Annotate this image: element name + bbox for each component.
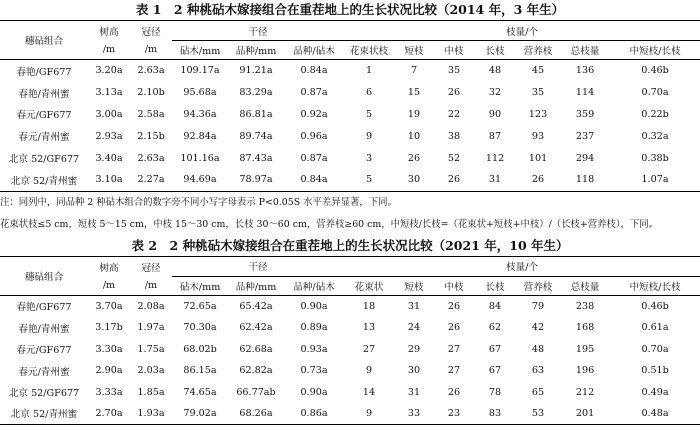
table-row <box>0 381 700 402</box>
cell-short: 30 <box>407 174 421 186</box>
cell-long: 78 <box>488 386 502 398</box>
cell-crown: 2.08a <box>137 300 165 312</box>
cell-total: 168 <box>575 322 595 334</box>
cell-trunk-stock: 68.02b <box>183 343 217 355</box>
cell-bouquet: 9 <box>365 407 373 419</box>
cell-height: 3.30a <box>95 343 123 355</box>
cell-ratio: 0.48a <box>641 407 669 419</box>
cell-bouquet: 27 <box>362 343 376 355</box>
cell-total: 114 <box>575 87 595 99</box>
col-header-bouquet: 花束状枝 <box>349 46 389 57</box>
cell-combo: 北京 52/青州蜜 <box>10 409 78 421</box>
col-header-ratio: 中短枝/长枝 <box>629 46 681 57</box>
cell-trunk-scion: 62.68a <box>239 343 273 355</box>
cell-vigor: 48 <box>531 343 545 355</box>
cell-total: 212 <box>575 386 595 398</box>
cell-combo: 北京 52/青州蜜 <box>10 175 78 187</box>
cell-crown: 2.03a <box>137 365 165 377</box>
cell-trunk-stock: 94.36a <box>183 108 217 120</box>
table-row <box>0 82 700 104</box>
cell-ratio: 1.07a <box>641 174 669 186</box>
table-row <box>0 169 700 191</box>
cell-short: 7 <box>410 65 418 77</box>
col-header-ratio: 中短枝/长枝 <box>629 281 681 293</box>
cell-trunk-scion: 91.21a <box>239 65 273 77</box>
col-header-branch: 枝量/个 <box>344 21 700 41</box>
col-header-long: 长枝 <box>485 281 505 293</box>
col-header-total: 总枝量 <box>570 281 600 293</box>
cell-crown: 1.85a <box>137 386 165 398</box>
cell-trunk-ratio: 0.84a <box>300 174 328 186</box>
col-header-trunk: 干径 <box>172 256 344 276</box>
col-header-total: 总枝量 <box>570 46 600 57</box>
cell-trunk-scion: 87.43a <box>239 152 273 164</box>
cell-combo: 春元/GF677 <box>16 345 72 357</box>
col-header-combo: 穗砧组合 <box>0 256 88 295</box>
cell-trunk-scion: 68.26a <box>239 407 273 419</box>
cell-crown: 2.63a <box>137 65 165 77</box>
cell-trunk-stock: 79.02a <box>183 407 217 419</box>
cell-short: 33 <box>407 407 421 419</box>
cell-combo: 春元/青州蜜 <box>18 366 70 378</box>
cell-ratio: 0.51b <box>641 365 669 377</box>
cell-trunk-ratio: 0.90a <box>300 386 328 398</box>
cell-short: 19 <box>407 108 421 120</box>
col-header-combo: 穗砧组合 <box>0 21 88 60</box>
cell-vigor: 53 <box>531 407 545 419</box>
cell-trunk-stock: 95.68a <box>183 87 217 99</box>
cell-short: 31 <box>407 386 421 398</box>
cell-total: 294 <box>575 152 595 164</box>
col-header-trunk-ratio: 品种/砧木 <box>293 281 335 293</box>
cell-medium: 52 <box>447 152 461 164</box>
cell-trunk-scion: 66.77ab <box>236 386 276 398</box>
cell-ratio: 0.61a <box>641 322 669 334</box>
cell-total: 196 <box>575 365 595 377</box>
col-header-height-unit: /m <box>102 280 116 292</box>
cell-combo: 春艳/青州蜜 <box>18 88 70 100</box>
cell-bouquet: 9 <box>365 365 373 377</box>
cell-height: 2.90a <box>95 365 123 377</box>
table-row <box>0 60 700 82</box>
cell-short: 10 <box>407 130 421 142</box>
col-header-trunk-ratio: 品种/砧木 <box>293 46 335 57</box>
cell-combo: 春艳/GF677 <box>16 66 72 78</box>
cell-long: 112 <box>485 152 505 164</box>
table-row <box>0 339 700 360</box>
cell-height: 3.13a <box>95 87 123 99</box>
cell-bouquet: 9 <box>365 130 373 142</box>
col-header-short: 短枝 <box>404 46 424 57</box>
cell-trunk-stock: 101.16a <box>180 152 220 164</box>
col-header-height-unit: /m <box>102 44 116 56</box>
cell-trunk-ratio: 0.90a <box>300 300 328 312</box>
table-row <box>0 360 700 381</box>
cell-vigor: 42 <box>531 322 545 334</box>
cell-ratio: 0.70a <box>641 343 669 355</box>
cell-short: 15 <box>407 87 421 99</box>
table-row <box>0 295 700 317</box>
cell-total: 237 <box>575 130 595 142</box>
table-row <box>0 403 700 425</box>
cell-total: 359 <box>575 108 595 120</box>
cell-ratio: 0.49a <box>641 386 669 398</box>
table1-caption: 表 1 2 种桃砧木嫁接组合在重茬地上的生长状况比较（2014 年，3 年生） <box>135 2 565 17</box>
cell-total: 136 <box>575 65 595 77</box>
cell-crown: 1.75a <box>137 343 165 355</box>
cell-long: 32 <box>488 87 502 99</box>
cell-trunk-stock: 86.15a <box>183 365 217 377</box>
cell-bouquet: 3 <box>365 152 373 164</box>
cell-medium: 26 <box>447 300 461 312</box>
cell-short: 29 <box>407 343 421 355</box>
cell-height: 3.33a <box>95 386 123 398</box>
cell-vigor: 123 <box>528 108 548 120</box>
cell-long: 31 <box>488 174 502 186</box>
cell-trunk-scion: 86.81a <box>239 108 273 120</box>
cell-bouquet: 5 <box>365 108 373 120</box>
cell-crown: 2.27a <box>137 174 165 186</box>
cell-vigor: 35 <box>531 87 545 99</box>
cell-total: 118 <box>575 174 595 186</box>
col-header-trunk-stock: 砧木/mm <box>179 281 221 293</box>
cell-trunk-stock: 72.65a <box>183 300 217 312</box>
col-header-branch: 枝量/个 <box>344 256 700 276</box>
cell-medium: 35 <box>447 65 461 77</box>
cell-vigor: 101 <box>528 152 548 164</box>
cell-long: 62 <box>488 322 502 334</box>
cell-short: 30 <box>407 365 421 377</box>
table-row <box>0 317 700 338</box>
col-header-long: 长枝 <box>485 46 505 57</box>
cell-bouquet: 14 <box>362 386 376 398</box>
cell-combo: 春艳/青州蜜 <box>18 323 70 335</box>
cell-trunk-scion: 62.42a <box>239 322 273 334</box>
cell-trunk-scion: 62.82a <box>239 365 273 377</box>
cell-combo: 春艳/GF677 <box>16 302 72 314</box>
cell-crown: 1.93a <box>137 407 165 419</box>
cell-trunk-ratio: 0.96a <box>300 130 328 142</box>
cell-bouquet: 18 <box>362 300 376 312</box>
cell-short: 31 <box>407 300 421 312</box>
cell-ratio: 0.46b <box>641 300 669 312</box>
table2-caption: 表 2 2 种桃砧木嫁接组合在重茬地上的生长状况比较（2021 年，10 年生） <box>131 237 569 253</box>
col-header-crown: 冠径 <box>141 262 161 274</box>
cell-trunk-ratio: 0.87a <box>300 152 328 164</box>
cell-long: 67 <box>488 365 502 377</box>
cell-crown: 2.58a <box>137 108 165 120</box>
cell-trunk-scion: 89.74a <box>239 130 273 142</box>
cell-bouquet: 5 <box>365 174 373 186</box>
col-header-vigor: 营养枝 <box>523 46 553 57</box>
cell-ratio: 0.70a <box>641 87 669 99</box>
col-header-bouquet: 花束状 <box>354 281 384 293</box>
cell-crown: 1.97a <box>137 322 165 334</box>
cell-height: 3.70a <box>95 300 123 312</box>
cell-total: 201 <box>575 407 595 419</box>
col-header-medium: 中枝 <box>444 281 464 293</box>
col-header-crown: 冠径 <box>141 26 161 38</box>
cell-height: 2.93a <box>95 130 123 142</box>
cell-trunk-ratio: 0.87a <box>300 87 328 99</box>
col-header-crown-unit: /m <box>144 44 158 56</box>
cell-long: 87 <box>488 130 502 142</box>
cell-combo: 北京 52/GF677 <box>8 154 80 166</box>
cell-crown: 2.10b <box>137 87 165 99</box>
cell-vigor: 63 <box>531 365 545 377</box>
col-header-trunk-scion: 品种/mm <box>235 281 277 293</box>
cell-vigor: 26 <box>531 174 545 186</box>
cell-long: 90 <box>488 108 502 120</box>
col-header-height: 树高 <box>99 262 119 274</box>
cell-bouquet: 6 <box>365 87 373 99</box>
cell-trunk-stock: 92.84a <box>183 130 217 142</box>
cell-vigor: 79 <box>531 300 545 312</box>
table-row <box>0 104 700 126</box>
cell-trunk-scion: 83.29a <box>239 87 273 99</box>
cell-trunk-ratio: 0.93a <box>300 343 328 355</box>
cell-long: 67 <box>488 343 502 355</box>
cell-medium: 26 <box>447 322 461 334</box>
cell-vigor: 65 <box>531 386 545 398</box>
cell-long: 84 <box>488 300 502 312</box>
cell-height: 3.40a <box>95 152 123 164</box>
cell-trunk-ratio: 0.86a <box>300 407 328 419</box>
cell-medium: 26 <box>447 386 461 398</box>
cell-trunk-ratio: 0.73a <box>300 365 328 377</box>
cell-long: 83 <box>488 407 502 419</box>
table-row <box>0 147 700 169</box>
col-header-height: 树高 <box>99 26 119 38</box>
cell-trunk-ratio: 0.84a <box>300 65 328 77</box>
cell-trunk-stock: 70.30a <box>183 322 217 334</box>
cell-medium: 27 <box>447 365 461 377</box>
cell-trunk-stock: 109.17a <box>180 65 220 77</box>
cell-combo: 北京 52/GF677 <box>8 388 80 400</box>
cell-medium: 26 <box>447 174 461 186</box>
cell-height: 2.70a <box>95 407 123 419</box>
cell-total: 195 <box>575 343 595 355</box>
cell-height: 3.17b <box>95 322 123 334</box>
cell-ratio: 0.32a <box>641 130 669 142</box>
cell-combo: 春元/青州蜜 <box>18 132 70 144</box>
cell-medium: 27 <box>447 343 461 355</box>
cell-combo: 春元/GF677 <box>16 110 72 122</box>
col-header-short: 短枝 <box>404 281 424 293</box>
table1 <box>0 20 700 192</box>
col-header-trunk: 干径 <box>172 21 344 41</box>
cell-trunk-stock: 74.65a <box>183 386 217 398</box>
cell-trunk-scion: 78.97a <box>239 174 273 186</box>
cell-ratio: 0.22b <box>641 108 669 120</box>
cell-bouquet: 1 <box>365 65 373 77</box>
cell-medium: 22 <box>447 108 461 120</box>
cell-trunk-scion: 65.42a <box>239 300 273 312</box>
cell-ratio: 0.46b <box>641 65 669 77</box>
col-header-medium: 中枝 <box>444 46 464 57</box>
table1-note-significance: 注：同列中，同品种 2 种砧木组合的数字旁不同小写字母表示 P<0.05S 水平差异显著，下同。 <box>0 196 397 208</box>
cell-long: 48 <box>488 65 502 77</box>
col-header-crown-unit: /m <box>144 280 158 292</box>
cell-medium: 23 <box>447 407 461 419</box>
cell-medium: 38 <box>447 130 461 142</box>
cell-trunk-ratio: 0.89a <box>300 322 328 334</box>
cell-trunk-stock: 94.69a <box>183 174 217 186</box>
cell-height: 3.00a <box>95 108 123 120</box>
table1-note-definitions: 花束状枝≤5 cm，短枝 5～15 cm，中枝 15～30 cm，长枝 30～60 cm，营养枝≥60 cm，中短枝/长枝=（花束状+短枝+中枝）/（长枝+营养枝），下同。 <box>0 218 659 230</box>
cell-vigor: 45 <box>531 65 545 77</box>
col-header-trunk-scion: 品种/mm <box>235 46 277 57</box>
cell-short: 24 <box>407 322 421 334</box>
col-header-vigor: 营养枝 <box>523 281 553 293</box>
cell-crown: 2.63a <box>137 152 165 164</box>
table2 <box>0 256 700 425</box>
cell-height: 3.10a <box>95 174 123 186</box>
cell-bouquet: 13 <box>362 322 376 334</box>
cell-vigor: 93 <box>531 130 545 142</box>
table-row <box>0 125 700 147</box>
cell-medium: 26 <box>447 87 461 99</box>
cell-height: 3.20a <box>95 65 123 77</box>
cell-crown: 2.15b <box>137 130 165 142</box>
cell-short: 26 <box>407 152 421 164</box>
cell-total: 238 <box>575 300 595 312</box>
cell-ratio: 0.38b <box>641 152 669 164</box>
col-header-trunk-stock: 砧木/mm <box>179 46 221 57</box>
cell-trunk-ratio: 0.92a <box>300 108 328 120</box>
